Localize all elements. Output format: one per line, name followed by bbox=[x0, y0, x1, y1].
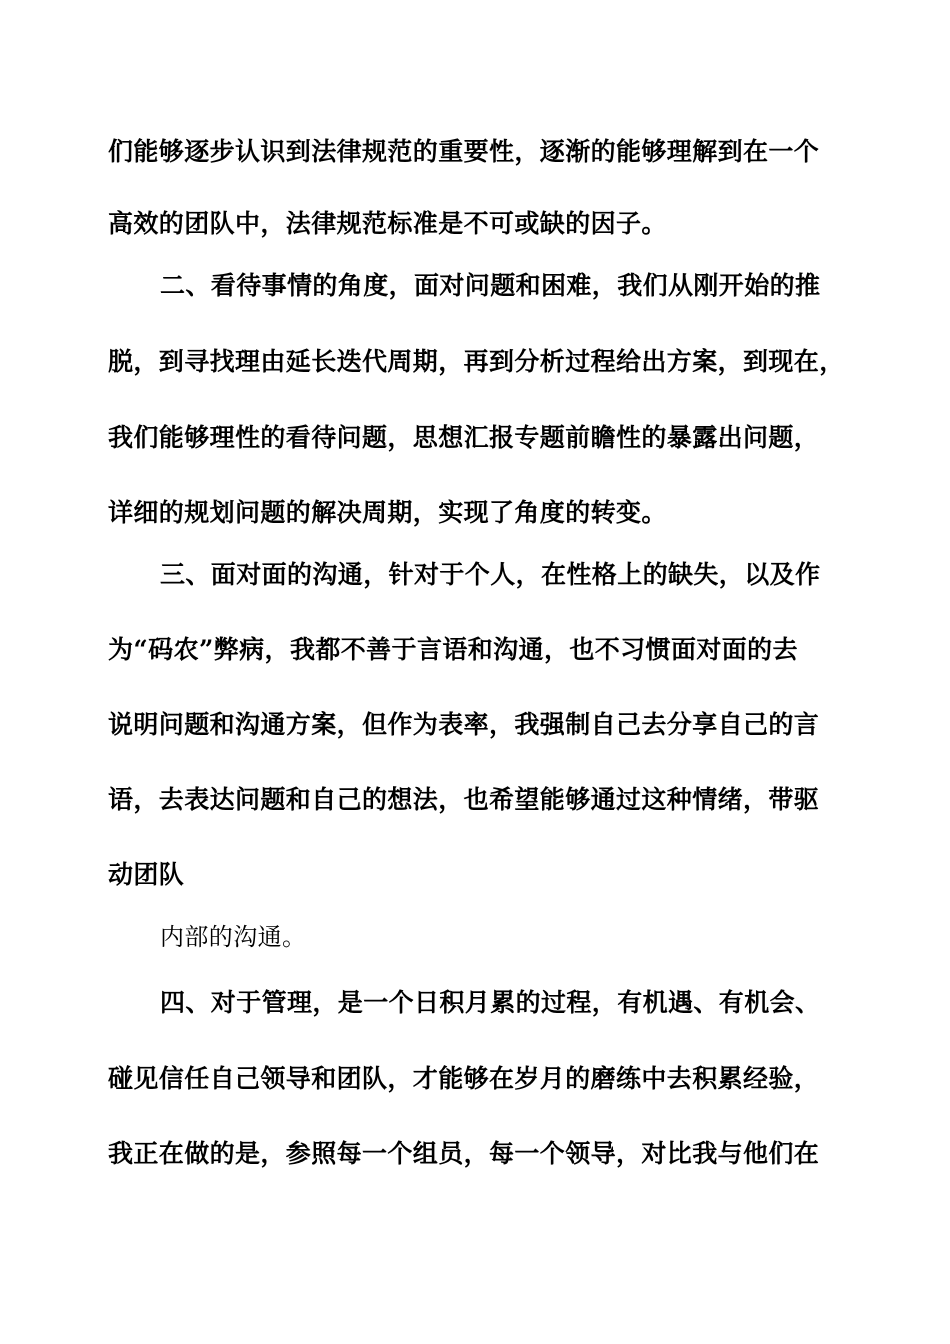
paragraph-start: 四、对于管理，是一个日积月累的过程，有机遇、有机会、 bbox=[160, 988, 821, 1017]
text-line: 碰见信任自己领导和团队，才能够在岁月的磨练中去积累经验， bbox=[108, 1064, 820, 1093]
text-line: 为“码农”弊病，我都不善于言语和沟通，也不习惯面对面的去 bbox=[108, 635, 798, 664]
text-line: 我们能够理性的看待问题，思想汇报专题前瞻性的暴露出问题， bbox=[108, 423, 820, 452]
text-line: 说明问题和沟通方案，但作为表率，我强制自己去分享自己的言 bbox=[108, 710, 820, 739]
text-line: 内部的沟通。 bbox=[160, 923, 307, 951]
paragraph-start: 三、面对面的沟通，针对于个人，在性格上的缺失，以及作 bbox=[160, 560, 821, 589]
text-line: 动团队 bbox=[108, 860, 185, 889]
text-line: 脱，到寻找理由延长迭代周期，再到分析过程给出方案，到现在， bbox=[108, 347, 845, 376]
text-line: 详细的规划问题的解决周期，实现了角度的转变。 bbox=[108, 498, 667, 527]
text-line: 高效的团队中，法律规范标准是不可或缺的因子。 bbox=[108, 209, 667, 238]
paragraph-start: 二、看待事情的角度，面对问题和困难，我们从刚开始的推 bbox=[160, 271, 821, 300]
text-line: 们能够逐步认识到法律规范的重要性，逐渐的能够理解到在一个 bbox=[108, 137, 820, 166]
text-line: 我正在做的是，参照每一个组员，每一个领导，对比我与他们在 bbox=[108, 1139, 820, 1168]
text-line: 语，去表达问题和自己的想法，也希望能够通过这种情绪，带驱 bbox=[108, 785, 820, 814]
